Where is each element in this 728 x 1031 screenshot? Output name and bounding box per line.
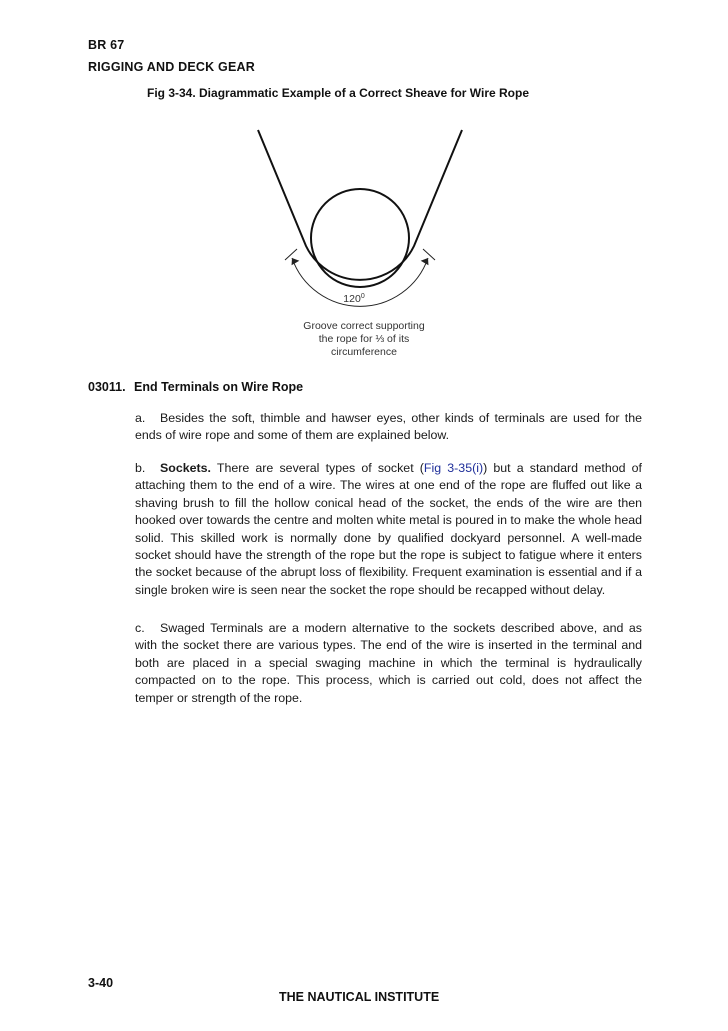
document-title-label: RIGGING AND DECK GEAR (88, 60, 255, 74)
arc-arrowhead-left (289, 256, 300, 266)
groove-note-line-1: Groove correct supporting (303, 320, 425, 332)
page-number: 3-40 (88, 976, 114, 990)
rope-circle (311, 189, 409, 287)
arc-tick-left (285, 249, 297, 260)
paragraph-a-tag: a. (135, 411, 146, 425)
figure-reference-link[interactable]: Fig 3-35(i) (423, 461, 484, 475)
section-title: End Terminals on Wire Rope (134, 380, 304, 394)
publisher-footer: THE NAUTICAL INSTITUTE (279, 990, 440, 1004)
paragraph-c-tag: c. (135, 621, 145, 635)
paragraph-b (135, 460, 642, 599)
paragraph-b-heading: Sockets. (160, 461, 211, 475)
paragraph-b-text-pre: There are several types of socket ( (210, 461, 424, 475)
groove-note-line-2: the rope for ⅓ of its (318, 333, 410, 345)
groove-note-line-3: circumference (331, 346, 397, 358)
section-number: 03011. (88, 380, 126, 394)
paragraph-b-text-post: ) but a standard method of attaching them to the end of a wire. The wires at one end of the rope are fluffed out like a shaving brush to fill the hollow conical head of the socket, the ends of the wire are then hooked over towards the centre and molten white metal is poured in to make the whole head solid. This skilled work is normally done by qualified dockyard personnel. A well-made socket should have the strength of the rope but the rope is subject to fatigue where it enters the socket because of the abrupt loss of flexibility. Frequent examination is essential and if a single broken wire is seen near the socket the rope should be recapped without delay. (135, 461, 642, 597)
paragraph-c (135, 620, 642, 707)
paragraph-c-text: Swaged Terminals are a modern alternative to the sockets described above, and as with the socket there are various types. The end of the wire is inserted in the terminal and both are placed in a special swaging machine in which the terminal is hydraulically compacted on to the rope. This process, which is carried out cold, does not affect the temper or strength of the rope. (135, 621, 642, 705)
sheave-diagram (240, 118, 480, 370)
arc-tick-right (423, 249, 435, 260)
figure-caption: Fig 3-34. Diagrammatic Example of a Correct Sheave for Wire Rope (147, 86, 530, 100)
paragraph-b-tag: b. (135, 461, 146, 475)
paragraph-a (135, 410, 642, 445)
section-heading (88, 380, 303, 394)
paragraph-a-text: Besides the soft, thimble and hawser eyes, other kinds of terminals are used for the ends of wire rope and some of them are explained below. (135, 411, 642, 443)
document-series-label: BR 67 (88, 38, 125, 52)
angle-label: $120^0$ (343, 293, 365, 305)
arc-arrowhead-right (421, 256, 432, 266)
